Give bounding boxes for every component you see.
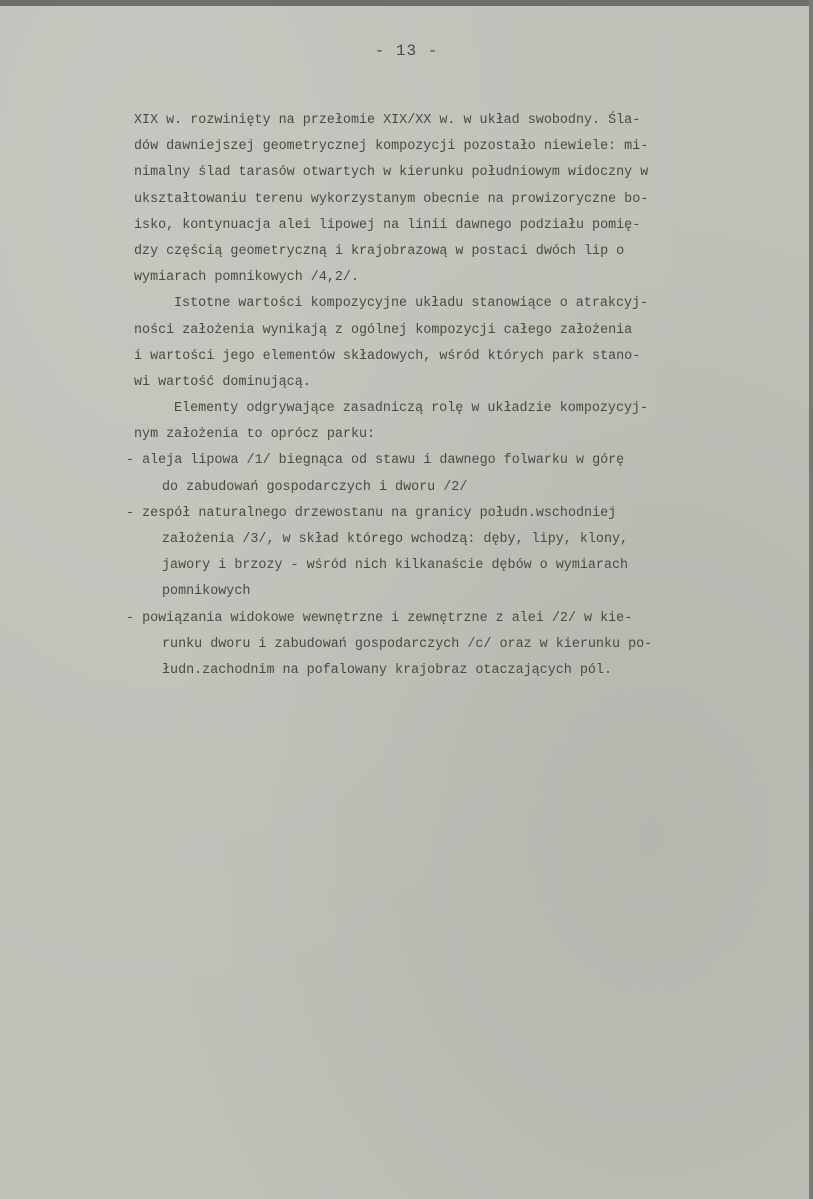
text-line: jawory i brzozy - wśród nich kilkanaście dębów o wymiarach xyxy=(162,558,629,574)
text-line: nym założenia to oprócz parku: xyxy=(134,427,376,443)
text-line: wi wartość dominującą. xyxy=(134,374,311,390)
body-text xyxy=(126,108,794,684)
text-line: runku dworu i zabudowań gospodarczych /c/ oraz w kierunku po- xyxy=(162,636,653,652)
list-item xyxy=(126,448,794,500)
text-line: dów dawniejszej geometrycznej kompozycji pozostało niewiele: mi- xyxy=(134,139,649,155)
page-right-edge xyxy=(809,0,813,1199)
text-line: XIX w. rozwinięty na przełomie XIX/XX w. w układ swobodny. Śla- xyxy=(134,113,641,128)
paragraph xyxy=(134,108,794,291)
text-line: dzy częścią geometryczną i krajobrazową w postaci dwóch lip o xyxy=(134,243,625,259)
text-line: i wartości jego elementów składowych, wśród których park stano- xyxy=(134,348,641,364)
text-line: do zabudowań gospodarczych i dworu /2/ xyxy=(162,479,468,495)
text-line: ukształtowaniu terenu wykorzystanym obecnie na prowizoryczne bo- xyxy=(134,191,649,207)
page-number: - 13 - xyxy=(374,42,439,60)
text-line: pomnikowych xyxy=(162,584,251,600)
text-line: - powiązania widokowe wewnętrzne i zewnętrzne z alei /2/ w kie- xyxy=(126,610,633,626)
text-line: isko, kontynuacja alei lipowej na linii dawnego podziału pomię- xyxy=(134,217,641,233)
text-line: wymiarach pomnikowych /4,2/. xyxy=(134,270,359,286)
text-line: łudn.zachodnim na pofalowany krajobraz otaczających pól. xyxy=(162,662,612,678)
text-line: ności założenia wynikają z ogólnej kompozycji całego założenia xyxy=(134,322,633,338)
text-line: - aleja lipowa /1/ biegnąca od stawu i dawnego folwarku w górę xyxy=(126,453,625,469)
page-top-edge xyxy=(0,0,813,6)
text-line: założenia /3/, w skład którego wchodzą: dęby, lipy, klony, xyxy=(162,532,629,547)
text-line: nimalny ślad tarasów otwartych w kierunku południowym widoczny w xyxy=(134,165,649,181)
text-line: Elementy odgrywające zasadniczą rolę w układzie kompozycyj- xyxy=(174,401,649,417)
list-item xyxy=(126,501,794,606)
text-line: Istotne wartości kompozycyjne układu stanowiące o atrakcyj- xyxy=(174,296,649,312)
paragraph xyxy=(134,396,794,448)
text-line: - zespół naturalnego drzewostanu na granicy połudn.wschodniej xyxy=(126,505,617,521)
list-item xyxy=(126,606,794,685)
paragraph xyxy=(134,291,794,396)
